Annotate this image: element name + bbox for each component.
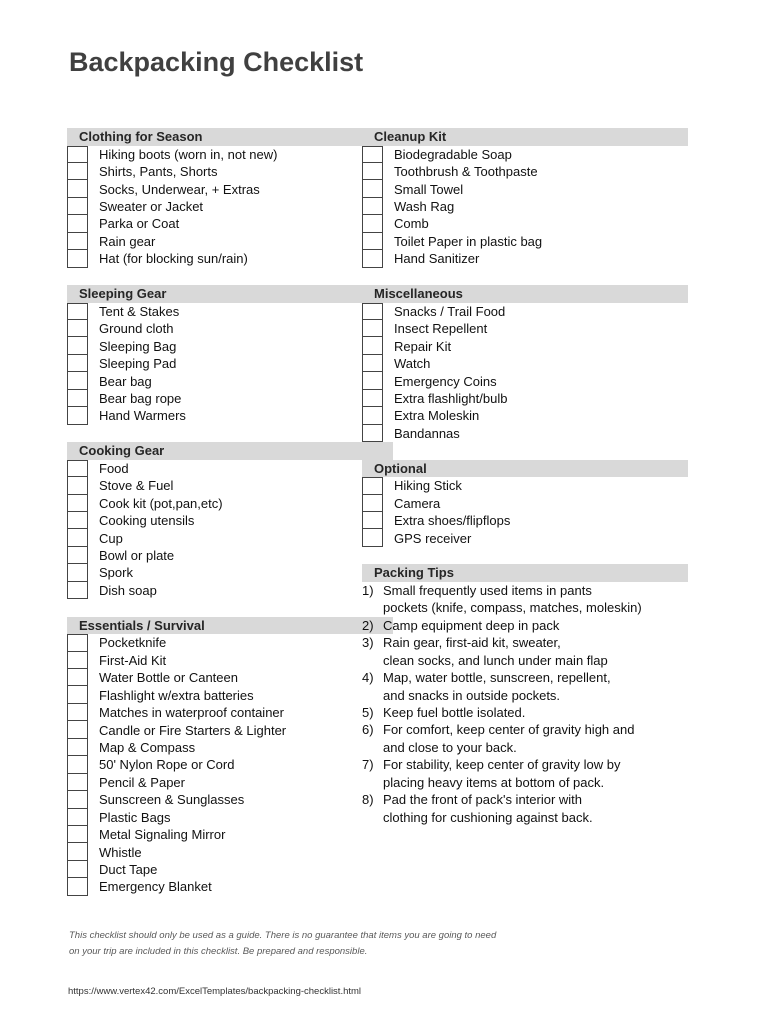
checklist-item-label: Extra flashlight/bulb (394, 390, 508, 406)
checkbox[interactable] (67, 355, 88, 372)
checklist-item-label: Toilet Paper in plastic bag (394, 233, 543, 249)
tip-item (362, 634, 688, 669)
checklist-item-label: Sleeping Bag (99, 338, 177, 354)
checklist-item-label: Matches in waterproof container (99, 705, 284, 721)
packing-tips-section (362, 564, 688, 826)
checklist-item-label: Tent & Stakes (99, 303, 180, 319)
section-cooking-gear (67, 442, 393, 599)
right-column (362, 128, 688, 844)
disclaimer (69, 928, 496, 960)
checklist-item (67, 233, 393, 250)
tip-number: 4) (362, 670, 374, 686)
checklist-item-label: Stove & Fuel (99, 478, 174, 494)
checkbox[interactable] (67, 843, 88, 860)
checklist-item (67, 250, 393, 267)
checklist-item (67, 652, 393, 669)
checklist-item (67, 337, 393, 354)
section-optional (362, 460, 688, 547)
checkbox[interactable] (67, 303, 88, 320)
tip-number: 3) (362, 635, 374, 651)
section-header: Miscellaneous (362, 285, 688, 303)
checkbox[interactable] (362, 407, 383, 424)
checkbox[interactable] (362, 512, 383, 529)
checkbox[interactable] (67, 686, 88, 703)
checkbox[interactable] (67, 704, 88, 721)
checkbox[interactable] (67, 320, 88, 337)
left-column (67, 128, 393, 913)
checkbox[interactable] (67, 669, 88, 686)
section-header: Optional (362, 460, 688, 478)
checkbox[interactable] (67, 372, 88, 389)
checklist-item-label: Emergency Coins (394, 373, 497, 389)
tip-text: Small frequently used items in pants pockets (knife, compass, matches, moleskin) (383, 582, 642, 616)
checklist-item-label: Water Bottle or Canteen (99, 670, 238, 686)
checklist-item-label: Bear bag (99, 373, 152, 389)
checkbox[interactable] (67, 791, 88, 808)
checklist-item (67, 477, 393, 494)
checkbox[interactable] (362, 215, 383, 232)
tip-number: 6) (362, 722, 374, 738)
checkbox[interactable] (362, 495, 383, 512)
checklist-item-label: Hand Sanitizer (394, 251, 480, 267)
tip-item (362, 669, 688, 704)
checklist-item (67, 809, 393, 826)
tip-item (362, 756, 688, 791)
checkbox[interactable] (67, 721, 88, 738)
checklist-item (67, 878, 393, 895)
checklist-item-label: Watch (394, 356, 431, 372)
checklist-item (67, 791, 393, 808)
checklist-item (67, 460, 393, 477)
tip-item (362, 617, 688, 634)
section-clothing-for-season (67, 128, 393, 268)
section-header: Cooking Gear (67, 442, 393, 460)
section-header: Packing Tips (362, 564, 688, 582)
tip-item (362, 721, 688, 756)
checklist-item (362, 529, 688, 546)
checklist-item-label: Pencil & Paper (99, 774, 185, 790)
tip-text: For comfort, keep center of gravity high and and close to your back. (383, 722, 635, 755)
checklist-item-label: Camera (394, 495, 441, 511)
checklist-item (362, 372, 688, 389)
checklist-item-label: Sunscreen & Sunglasses (99, 792, 245, 808)
checkbox[interactable] (67, 337, 88, 354)
checklist-item (67, 826, 393, 843)
checklist-item (67, 547, 393, 564)
checkbox[interactable] (362, 146, 383, 163)
checkbox[interactable] (67, 652, 88, 669)
checkbox[interactable] (362, 303, 383, 320)
tip-text: For stability, keep center of gravity low by placing heavy items at bottom of pack. (383, 757, 621, 790)
checklist-item-label: Emergency Blanket (99, 879, 212, 895)
checkbox[interactable] (362, 163, 383, 180)
checkbox[interactable] (67, 564, 88, 581)
checklist-item (67, 529, 393, 546)
checklist-item (67, 861, 393, 878)
checklist-item (362, 407, 688, 424)
checklist (362, 477, 688, 547)
checklist-item-label: Pocketknife (99, 635, 167, 651)
checklist-item-label: Bandannas (394, 425, 460, 441)
checklist-item (67, 756, 393, 773)
checklist-item-label: Cooking utensils (99, 513, 195, 529)
checkbox[interactable] (67, 512, 88, 529)
checkbox[interactable] (362, 198, 383, 215)
checkbox[interactable] (67, 198, 88, 215)
checkbox[interactable] (67, 477, 88, 494)
page-title: Backpacking Checklist (69, 47, 364, 77)
checklist (67, 634, 393, 896)
checklist-item (67, 390, 393, 407)
checkbox[interactable] (67, 774, 88, 791)
checkbox[interactable] (67, 809, 88, 826)
checklist-item (362, 180, 688, 197)
checklist-item (67, 582, 393, 599)
checklist-item (67, 774, 393, 791)
checkbox[interactable] (67, 233, 88, 250)
checkbox[interactable] (67, 163, 88, 180)
checklist-item (362, 163, 688, 180)
checklist-item-label: Cook kit (pot,pan,etc) (99, 495, 223, 511)
checkbox[interactable] (362, 250, 383, 267)
checkbox[interactable] (67, 495, 88, 512)
checklist-item-label: Repair Kit (394, 338, 452, 354)
checklist-item (67, 163, 393, 180)
checklist-item-label: Small Towel (394, 181, 464, 197)
checklist (67, 303, 393, 425)
section-header: Essentials / Survival (67, 617, 393, 635)
checkbox[interactable] (67, 861, 88, 878)
checkbox[interactable] (362, 180, 383, 197)
checkbox[interactable] (362, 372, 383, 389)
checklist-item-label: Hat (for blocking sun/rain) (99, 251, 248, 267)
checklist-item (67, 355, 393, 372)
checklist-item-label: 50' Nylon Rope or Cord (99, 757, 235, 773)
section-miscellaneous (362, 285, 688, 442)
tip-text: Keep fuel bottle isolated. (383, 704, 526, 720)
checkbox[interactable] (362, 355, 383, 372)
checklist-item (362, 390, 688, 407)
checklist (362, 303, 688, 443)
checklist-item-label: Rain gear (99, 233, 156, 249)
checklist-item-label: Food (99, 460, 129, 476)
checkbox[interactable] (67, 878, 88, 895)
section-sleeping-gear (67, 285, 393, 425)
checklist-item-label: Biodegradable Soap (394, 146, 512, 162)
checklist-item-label: Hiking boots (worn in, not new) (99, 146, 278, 162)
disclaimer-line-1: This checklist should only be used as a guide. There is no guarantee that items you are going to need (69, 930, 497, 941)
checklist-item-label: Wash Rag (394, 199, 455, 215)
checkbox[interactable] (67, 146, 88, 163)
checklist-item-label: Parka or Coat (99, 216, 180, 232)
right-sections (362, 128, 688, 547)
checkbox[interactable] (362, 320, 383, 337)
tip-number: 5) (362, 704, 374, 720)
checklist-item-label: Sleeping Pad (99, 356, 177, 372)
checklist-item (67, 198, 393, 215)
checklist-item-label: Ground cloth (99, 321, 174, 337)
checklist-item (362, 425, 688, 442)
checkbox[interactable] (67, 407, 88, 424)
section-essentials-survival (67, 617, 393, 896)
checklist-item (67, 669, 393, 686)
checklist-item-label: Metal Signaling Mirror (99, 827, 226, 843)
tip-number: 8) (362, 792, 374, 808)
tip-text: Rain gear, first-aid kit, sweater, clean socks, and lunch under main flap (383, 635, 608, 668)
checklist (362, 146, 688, 268)
checklist-item-label: Bowl or plate (99, 548, 175, 564)
tip-item (362, 582, 688, 617)
checkbox[interactable] (67, 250, 88, 267)
checklist-item-label: Dish soap (99, 582, 157, 598)
checklist-item (67, 180, 393, 197)
checkbox[interactable] (362, 390, 383, 407)
checkbox[interactable] (67, 739, 88, 756)
section-header: Cleanup Kit (362, 128, 688, 146)
checklist-item-label: Snacks / Trail Food (394, 303, 506, 319)
checkbox[interactable] (67, 460, 88, 477)
tip-text: Camp equipment deep in pack (383, 617, 560, 633)
checklist-item (67, 372, 393, 389)
checklist-item (362, 233, 688, 250)
checklist-item-label: Duct Tape (99, 862, 158, 878)
checklist-item-label: Shirts, Pants, Shorts (99, 164, 218, 180)
checklist (67, 146, 393, 268)
checklist-item (362, 250, 688, 267)
checklist-item (67, 407, 393, 424)
checklist-item (67, 686, 393, 703)
checkbox[interactable] (67, 529, 88, 546)
tip-text: Map, water bottle, sunscreen, repellent, and snacks in outside pockets. (383, 670, 611, 703)
checkbox[interactable] (67, 634, 88, 651)
checklist-item (67, 739, 393, 756)
checklist-item-label: Map & Compass (99, 739, 196, 755)
checklist-item-label: Whistle (99, 844, 142, 860)
checklist-item (362, 477, 688, 494)
checkbox[interactable] (362, 425, 383, 442)
checkbox[interactable] (67, 180, 88, 197)
checklist-item (362, 320, 688, 337)
checklist-item (67, 721, 393, 738)
disclaimer-line-2: on your trip are included in this checklist. Be prepared and responsible. (69, 946, 368, 957)
checklist-item (67, 634, 393, 651)
checklist-item-label: Spork (99, 565, 133, 581)
checklist-item (67, 564, 393, 581)
checkbox[interactable] (67, 756, 88, 773)
checkbox[interactable] (362, 477, 383, 494)
checklist-item (362, 355, 688, 372)
checklist (67, 460, 393, 600)
checklist-item-label: Extra shoes/flipflops (394, 513, 511, 529)
tip-number: 1) (362, 582, 374, 598)
checklist-item-label: Flashlight w/extra batteries (99, 687, 254, 703)
checklist-item-label: Bear bag rope (99, 390, 182, 406)
checklist-item-label: Insect Repellent (394, 321, 488, 337)
checkbox[interactable] (362, 337, 383, 354)
checklist-item-label: Toothbrush & Toothpaste (394, 164, 538, 180)
checklist-item-label: Hand Warmers (99, 408, 186, 424)
checklist-item (67, 215, 393, 232)
checklist-item (67, 843, 393, 860)
checklist-item-label: Comb (394, 216, 429, 232)
checklist-item (362, 512, 688, 529)
checklist-item (362, 215, 688, 232)
tip-item (362, 704, 688, 721)
section-header: Clothing for Season (67, 128, 393, 146)
checklist-item-label: Extra Moleskin (394, 408, 480, 424)
checklist-item-label: Cup (99, 530, 123, 546)
section-header: Sleeping Gear (67, 285, 393, 303)
checkbox[interactable] (67, 826, 88, 843)
checklist-item (67, 303, 393, 320)
checklist-item-label: Hiking Stick (394, 478, 462, 494)
checkbox[interactable] (67, 547, 88, 564)
checklist-item (362, 495, 688, 512)
tip-number: 7) (362, 757, 374, 773)
checkbox[interactable] (362, 233, 383, 250)
checklist-item-label: First-Aid Kit (99, 652, 167, 668)
checklist-item-label: Sweater or Jacket (99, 199, 204, 215)
footer-url: https://www.vertex42.com/ExcelTemplates/backpacking-checklist.html (68, 986, 362, 997)
checkbox[interactable] (362, 529, 383, 546)
checklist-item-label: Socks, Underwear, + Extras (99, 181, 260, 197)
checklist-item (362, 337, 688, 354)
checklist-item (362, 198, 688, 215)
checklist-item (67, 495, 393, 512)
checklist-item (362, 303, 688, 320)
tips-list (362, 582, 688, 826)
checkbox[interactable] (67, 582, 88, 599)
checkbox[interactable] (67, 390, 88, 407)
checklist-item-label: GPS receiver (394, 530, 472, 546)
checklist-item (362, 146, 688, 163)
tip-item (362, 791, 688, 826)
checkbox[interactable] (67, 215, 88, 232)
checklist-item-label: Plastic Bags (99, 809, 171, 825)
checklist-item (67, 320, 393, 337)
checklist-item (67, 146, 393, 163)
tip-text: Pad the front of pack's interior with clothing for cushioning against back. (383, 792, 593, 825)
checklist-item (67, 512, 393, 529)
checklist-item-label: Candle or Fire Starters & Lighter (99, 722, 287, 738)
section-cleanup-kit (362, 128, 688, 268)
tip-number: 2) (362, 617, 374, 633)
checklist-item (67, 704, 393, 721)
